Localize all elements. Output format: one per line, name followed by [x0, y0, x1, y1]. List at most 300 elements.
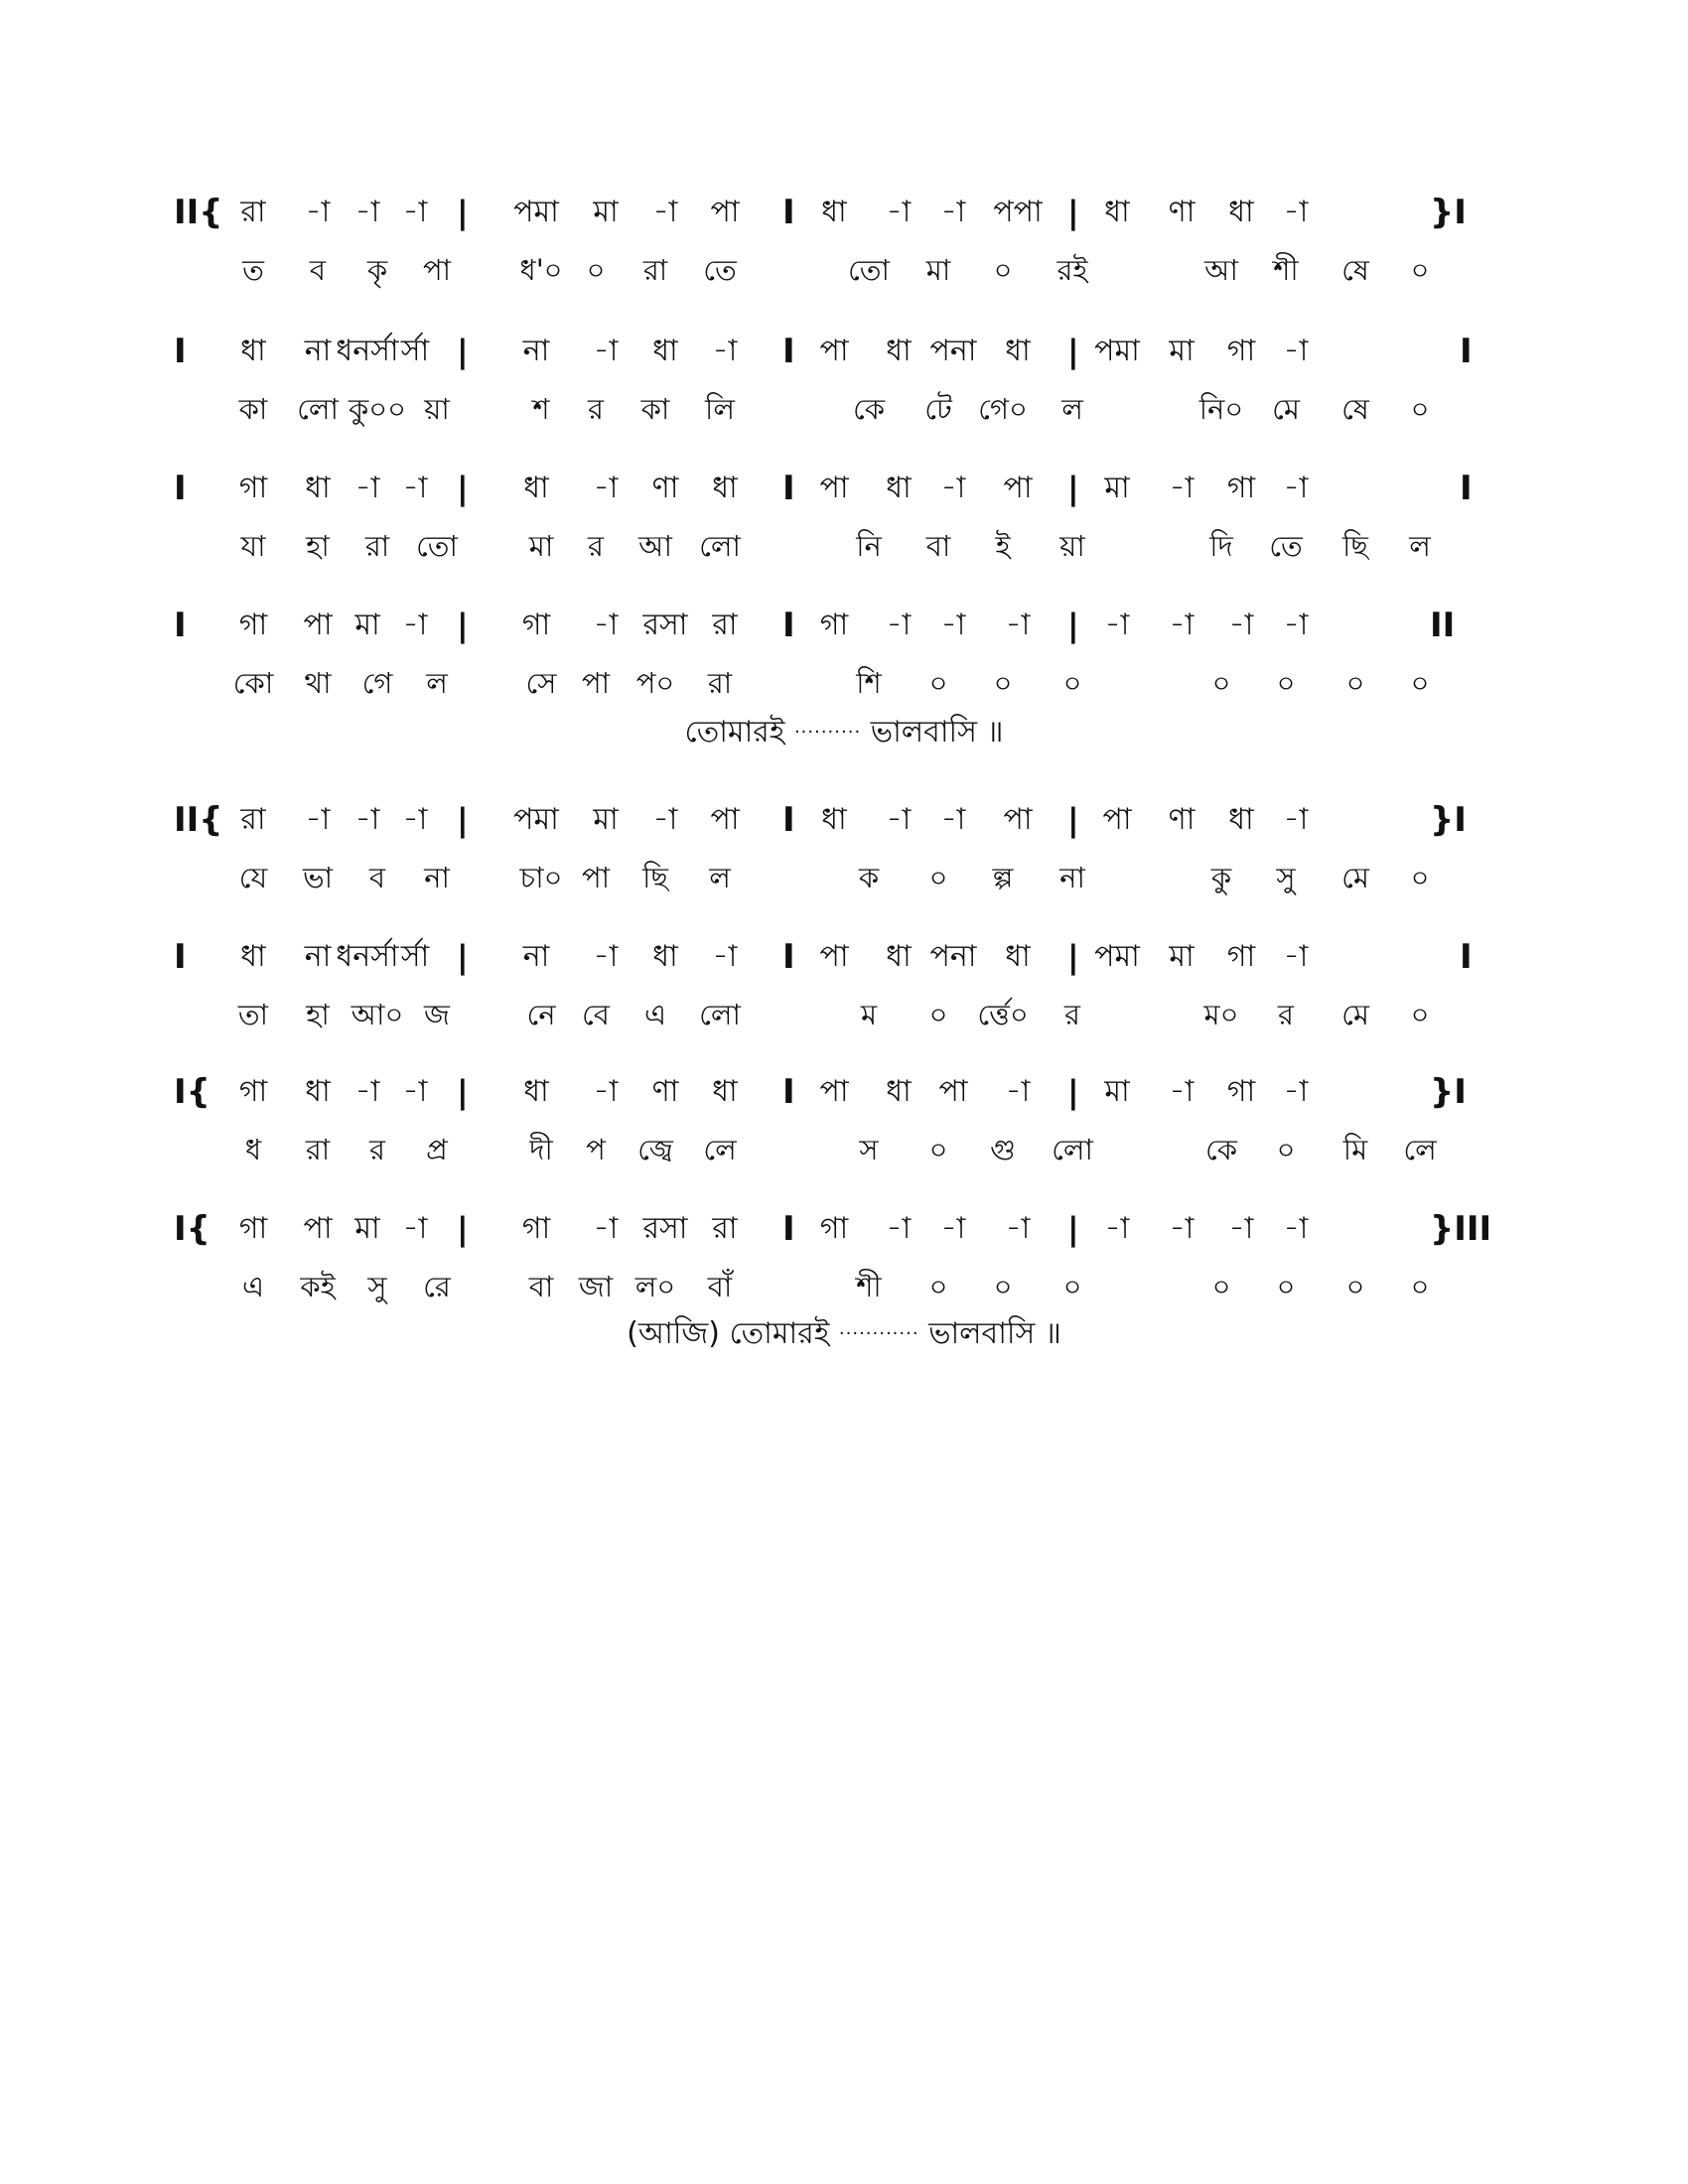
bar-line: |: [1067, 938, 1079, 976]
lyric-syllable: ০: [1410, 392, 1430, 426]
lyric-syllable: জ্বে: [637, 1133, 673, 1166]
notation-row: [0, 1207, 1688, 1251]
lyric-syllable: হা: [306, 529, 330, 563]
note: -া: [1283, 1211, 1309, 1246]
notation-row: [0, 191, 1688, 234]
lyric-syllable: ষে: [1341, 253, 1369, 287]
lyric-syllable: ০: [1410, 998, 1430, 1031]
note: -া: [593, 334, 619, 368]
note: গা: [238, 608, 268, 642]
note: রা: [240, 195, 266, 229]
lyric-syllable: পা: [581, 666, 611, 700]
lyric-row: [0, 1265, 1688, 1308]
note: -া: [712, 939, 738, 974]
section-mark: I: [782, 606, 795, 645]
note: পা: [1003, 802, 1033, 837]
notation-row: [0, 467, 1688, 510]
section-mark: I: [782, 469, 795, 508]
section-mark: I: [1460, 937, 1473, 977]
note: রসা: [642, 1211, 688, 1246]
note: -া: [593, 471, 619, 505]
note: পমা: [513, 802, 559, 837]
note: -া: [1283, 939, 1309, 974]
note: -া: [402, 1074, 428, 1109]
note: ণা: [1168, 195, 1196, 229]
section-mark: I: [782, 800, 795, 840]
lyric-syllable: ০: [1276, 1133, 1296, 1166]
note: পা: [938, 1074, 968, 1109]
lyric-syllable: রা: [642, 253, 668, 287]
note: পা: [819, 334, 849, 368]
lyric-syllable: ০: [993, 666, 1013, 700]
lyric-syllable: লে: [1403, 1133, 1437, 1166]
lyric-syllable: মে: [1272, 392, 1300, 426]
lyric-syllable: ০: [1062, 666, 1082, 700]
lyric-syllable: নি০: [1198, 392, 1244, 426]
lyric-syllable: নে: [526, 998, 556, 1031]
lyric-syllable: ধ: [244, 1133, 262, 1166]
lyric-syllable: সু: [1276, 861, 1296, 894]
section-mark: }III: [1430, 1209, 1492, 1249]
lyric-syllable: ভা: [302, 861, 334, 894]
note: -া: [402, 195, 428, 229]
bar-line: |: [1067, 607, 1079, 644]
note: -া: [354, 195, 380, 229]
section-mark: I: [174, 332, 187, 371]
note: -া: [402, 802, 428, 837]
note: পনা: [929, 334, 977, 368]
note: গা: [1226, 334, 1256, 368]
section-mark: I: [782, 193, 795, 232]
lyric-row: [0, 993, 1688, 1036]
lyric-syllable: ০: [1276, 666, 1296, 700]
lyric-syllable: ০: [1211, 666, 1231, 700]
note: -া: [402, 1211, 428, 1246]
note: -া: [593, 1074, 619, 1109]
note: -া: [593, 1211, 619, 1246]
lyric-syllable: জ: [424, 998, 450, 1031]
refrain-end: ভালবাসি ॥: [928, 1316, 1061, 1351]
note: -া: [1104, 608, 1130, 642]
lyric-syllable: বা: [528, 1270, 554, 1303]
note: -া: [1169, 471, 1195, 505]
lyric-syllable: শি: [856, 666, 882, 700]
lyric-syllable: লো: [297, 392, 339, 426]
lyric-row: [0, 1128, 1688, 1171]
lyric-syllable: নি: [856, 529, 882, 563]
note: -া: [712, 334, 738, 368]
lyric-syllable: হা: [306, 998, 330, 1031]
lyric-syllable: এ: [643, 998, 667, 1031]
section-mark: }I: [1430, 1072, 1467, 1112]
note: ধা: [1005, 334, 1031, 368]
note: ণা: [651, 1074, 679, 1109]
lyric-syllable: রা: [305, 1133, 331, 1166]
note: -া: [1283, 608, 1309, 642]
lyric-syllable: র: [588, 392, 604, 426]
note: ধা: [240, 334, 266, 368]
note: -া: [886, 195, 912, 229]
note: -া: [1283, 195, 1309, 229]
lyric-syllable: রে: [423, 1270, 451, 1303]
lyric-row: [0, 524, 1688, 568]
note: পা: [710, 195, 740, 229]
lyric-syllable: প্র: [426, 1133, 448, 1166]
note: ধা: [712, 471, 738, 505]
lyric-syllable: তে: [703, 253, 737, 287]
lyric-syllable: ০: [586, 253, 606, 287]
note: পনা: [929, 939, 977, 974]
refrain-dots: ············: [838, 1323, 919, 1344]
lyric-syllable: কে: [852, 392, 886, 426]
lyric-syllable: বা: [925, 529, 951, 563]
lyric-syllable: কা: [238, 392, 268, 426]
section-mark: }I: [1430, 800, 1467, 840]
note: পা: [819, 1074, 849, 1109]
lyric-syllable: দী: [529, 1133, 553, 1166]
section-mark: I{: [174, 1209, 211, 1249]
lyric-syllable: কই: [300, 1270, 336, 1303]
lyric-syllable: চা০: [519, 861, 563, 894]
note: -া: [305, 802, 331, 837]
section-mark: I: [1460, 332, 1473, 371]
note: -া: [593, 608, 619, 642]
note: ধা: [886, 334, 912, 368]
lyric-syllable: আ০: [351, 998, 404, 1031]
lyric-syllable: দি: [1209, 529, 1233, 563]
note: -া: [940, 195, 966, 229]
bar-line: |: [1067, 470, 1079, 507]
note: ধনর্সা: [336, 334, 399, 368]
lyric-syllable: তো: [416, 529, 458, 563]
note: গা: [238, 471, 268, 505]
lyric-syllable: ম: [860, 998, 878, 1031]
lyric-syllable: ০: [1410, 861, 1430, 894]
section-mark: II{: [174, 800, 223, 840]
lyric-syllable: ০: [1276, 1270, 1296, 1303]
section-mark: I: [174, 606, 187, 645]
note: -া: [1169, 1074, 1195, 1109]
lyric-syllable: শ: [532, 392, 550, 426]
lyric-syllable: না: [424, 861, 450, 894]
note: না: [304, 939, 332, 974]
note: -া: [402, 471, 428, 505]
lyric-syllable: মে: [1341, 998, 1369, 1031]
note: ধা: [1005, 939, 1031, 974]
lyric-syllable: ০: [928, 1133, 948, 1166]
section-mark: II: [1430, 606, 1456, 645]
lyric-syllable: লো: [699, 529, 741, 563]
lyric-syllable: ০: [928, 1270, 948, 1303]
lyric-syllable: তা: [237, 998, 269, 1031]
note: গা: [1226, 471, 1256, 505]
note: -া: [1283, 802, 1309, 837]
notation-row: [0, 798, 1688, 842]
note: ধা: [712, 1074, 738, 1109]
bar-line: |: [1067, 1210, 1079, 1248]
note: পমা: [513, 195, 559, 229]
note: ধা: [1228, 802, 1254, 837]
lyric-syllable: লি: [705, 392, 735, 426]
lyric-syllable: কা: [640, 392, 670, 426]
note: মা: [593, 802, 619, 837]
note: মা: [593, 195, 619, 229]
lyric-syllable: মা: [528, 529, 554, 563]
lyric-syllable: বে: [582, 998, 610, 1031]
lyric-syllable: সু: [367, 1270, 387, 1303]
lyric-syllable: না: [1059, 861, 1085, 894]
bar-line: |: [457, 938, 469, 976]
note: রা: [712, 608, 738, 642]
note: রসা: [642, 608, 688, 642]
lyric-syllable: প: [586, 1133, 606, 1166]
note: গা: [819, 608, 849, 642]
refrain-start: (আজি) তোমারই: [627, 1316, 830, 1351]
note: -া: [940, 608, 966, 642]
note: -া: [652, 195, 678, 229]
lyric-row: [0, 856, 1688, 899]
note: গা: [521, 1211, 551, 1246]
note: -া: [886, 608, 912, 642]
note: ধা: [305, 471, 331, 505]
note: না: [522, 939, 550, 974]
lyric-syllable: র: [1278, 998, 1294, 1031]
lyric-syllable: ই: [995, 529, 1011, 563]
note: -া: [593, 939, 619, 974]
lyric-syllable: ক: [858, 861, 880, 894]
notation-row: [0, 1070, 1688, 1114]
lyric-row: [0, 387, 1688, 431]
note: গা: [1226, 1074, 1256, 1109]
note: -া: [1228, 608, 1254, 642]
note: ধা: [886, 939, 912, 974]
lyric-syllable: যে: [238, 861, 268, 894]
lyric-syllable: র: [1064, 998, 1080, 1031]
note: -া: [940, 471, 966, 505]
note: ধা: [652, 939, 678, 974]
note: পা: [819, 939, 849, 974]
lyric-syllable: ল: [426, 666, 448, 700]
note: পা: [1003, 471, 1033, 505]
lyric-syllable: ০: [1410, 253, 1430, 287]
lyric-syllable: ০: [1410, 666, 1430, 700]
note: ণা: [651, 471, 679, 505]
lyric-syllable: কে: [1204, 1133, 1238, 1166]
lyric-syllable: ল: [1409, 529, 1431, 563]
note: -া: [1283, 334, 1309, 368]
note: ধা: [821, 802, 847, 837]
bar-line: |: [457, 194, 469, 231]
lyric-syllable: লো: [1052, 1133, 1093, 1166]
note: -া: [1283, 471, 1309, 505]
lyric-syllable: গে: [361, 666, 393, 700]
note: ধা: [886, 1074, 912, 1109]
note: মা: [1169, 939, 1195, 974]
lyric-syllable: ব: [368, 861, 386, 894]
lyric-syllable: ষে: [1341, 392, 1369, 426]
bar-line: |: [457, 470, 469, 507]
note: মা: [354, 608, 380, 642]
note: মা: [1104, 471, 1130, 505]
section-mark: }I: [1430, 193, 1467, 232]
note: ধা: [240, 939, 266, 974]
section-mark: I: [782, 937, 795, 977]
note: গা: [238, 1211, 268, 1246]
note: -া: [1169, 608, 1195, 642]
lyric-syllable: ছি: [1342, 529, 1368, 563]
lyric-syllable: মা: [925, 253, 951, 287]
lyric-syllable: কৃ: [366, 253, 388, 287]
lyric-syllable: টে: [924, 392, 952, 426]
lyric-syllable: পা: [581, 861, 611, 894]
lyric-syllable: ধ'০: [519, 253, 563, 287]
note: মা: [1169, 334, 1195, 368]
bar-line: |: [1067, 194, 1079, 231]
note: -া: [1283, 1074, 1309, 1109]
lyric-syllable: বাঁ: [707, 1270, 733, 1303]
section-mark: I: [782, 1209, 795, 1249]
note: পা: [819, 471, 849, 505]
lyric-syllable: ০: [928, 666, 948, 700]
note: ধা: [886, 471, 912, 505]
note: -া: [940, 1211, 966, 1246]
note: গা: [521, 608, 551, 642]
lyric-syllable: ত: [242, 253, 264, 287]
bar-line: |: [1067, 333, 1079, 370]
lyric-syllable: ল০: [634, 1270, 676, 1303]
note: -া: [305, 195, 331, 229]
section-mark: I{: [174, 1072, 211, 1112]
lyric-syllable: ল: [1061, 392, 1083, 426]
note: পা: [303, 1211, 333, 1246]
note: গা: [238, 1074, 268, 1109]
lyric-syllable: শী: [1273, 253, 1299, 287]
refrain-line-1: [0, 711, 1688, 754]
lyric-syllable: প০: [635, 666, 675, 700]
note: -া: [1169, 1211, 1195, 1246]
note: ধা: [523, 471, 549, 505]
lyric-syllable: ম০: [1203, 998, 1239, 1031]
lyric-syllable: লে: [703, 1133, 737, 1166]
note: -া: [1005, 1074, 1031, 1109]
lyric-syllable: কু: [1210, 861, 1232, 894]
note: -া: [1005, 1211, 1031, 1246]
lyric-syllable: র্ত্তে০: [977, 998, 1029, 1031]
bar-line: |: [457, 1210, 469, 1248]
note: -া: [354, 802, 380, 837]
bar-line: |: [457, 1073, 469, 1111]
lyric-syllable: ০: [928, 998, 948, 1031]
lyric-syllable: য়া: [424, 392, 450, 426]
lyric-syllable: তো: [848, 253, 890, 287]
bar-line: |: [457, 333, 469, 370]
notation-row: [0, 330, 1688, 373]
lyric-syllable: রা: [364, 529, 390, 563]
lyric-syllable: লো: [699, 998, 741, 1031]
note: -া: [886, 802, 912, 837]
note: -া: [1104, 1211, 1130, 1246]
lyric-syllable: আ: [1204, 253, 1238, 287]
note: ধা: [652, 334, 678, 368]
section-mark: I: [782, 1072, 795, 1112]
lyric-syllable: র: [369, 1133, 385, 1166]
lyric-syllable: ল্প: [992, 861, 1014, 894]
note: -া: [1005, 608, 1031, 642]
lyric-syllable: মি: [1342, 1133, 1368, 1166]
lyric-syllable: ০: [1410, 1270, 1430, 1303]
note: ণা: [1168, 802, 1196, 837]
note: -া: [1228, 1211, 1254, 1246]
lyric-syllable: গে০: [978, 392, 1028, 426]
note: ধনর্সা: [336, 939, 399, 974]
note: গা: [819, 1211, 849, 1246]
note: পা: [710, 802, 740, 837]
note: -া: [402, 608, 428, 642]
bar-line: |: [1067, 1073, 1079, 1111]
notation-row: [0, 604, 1688, 647]
note: না: [522, 334, 550, 368]
lyric-syllable: কো: [232, 666, 274, 700]
lyric-syllable: জা: [578, 1270, 614, 1303]
refrain-start: তোমারই: [684, 715, 785, 750]
lyric-syllable: কু০০: [348, 392, 407, 426]
lyric-row: [0, 661, 1688, 705]
section-mark: II{: [174, 193, 223, 232]
refrain-line-2: [0, 1312, 1688, 1356]
lyric-syllable: ০: [928, 861, 948, 894]
note: ধা: [821, 195, 847, 229]
note: ধা: [1228, 195, 1254, 229]
note: পমা: [1094, 334, 1140, 368]
notation-row: [0, 935, 1688, 979]
lyric-syllable: ব: [309, 253, 327, 287]
lyric-syllable: তে: [1269, 529, 1303, 563]
lyric-syllable: ০: [1062, 1270, 1082, 1303]
lyric-syllable: গু: [990, 1133, 1016, 1166]
bar-line: |: [1067, 801, 1079, 839]
bar-line: |: [457, 607, 469, 644]
lyric-syllable: ০: [1211, 1270, 1231, 1303]
note: না: [304, 334, 332, 368]
note: ধা: [1104, 195, 1130, 229]
lyric-syllable: সে: [525, 666, 557, 700]
note: র্সা: [400, 334, 430, 368]
lyric-syllable: থা: [304, 666, 332, 700]
note: ধা: [523, 1074, 549, 1109]
note: -া: [886, 1211, 912, 1246]
section-mark: I: [1460, 469, 1473, 508]
lyric-syllable: শী: [856, 1270, 882, 1303]
refrain-dots: ··········: [793, 722, 862, 743]
lyric-syllable: ০: [1345, 1270, 1365, 1303]
note: মা: [1104, 1074, 1130, 1109]
section-mark: I: [782, 332, 795, 371]
section-mark: I: [174, 469, 187, 508]
lyric-syllable: রই: [1056, 253, 1088, 287]
note: -া: [354, 1074, 380, 1109]
note: গা: [1226, 939, 1256, 974]
note: -া: [354, 471, 380, 505]
note: র্সা: [400, 939, 430, 974]
lyric-syllable: র: [588, 529, 604, 563]
lyric-row: [0, 248, 1688, 292]
lyric-syllable: ০: [993, 253, 1013, 287]
note: -া: [652, 802, 678, 837]
note: রা: [240, 802, 266, 837]
lyric-syllable: মে: [1341, 861, 1369, 894]
bar-line: |: [457, 801, 469, 839]
lyric-syllable: এ: [241, 1270, 265, 1303]
